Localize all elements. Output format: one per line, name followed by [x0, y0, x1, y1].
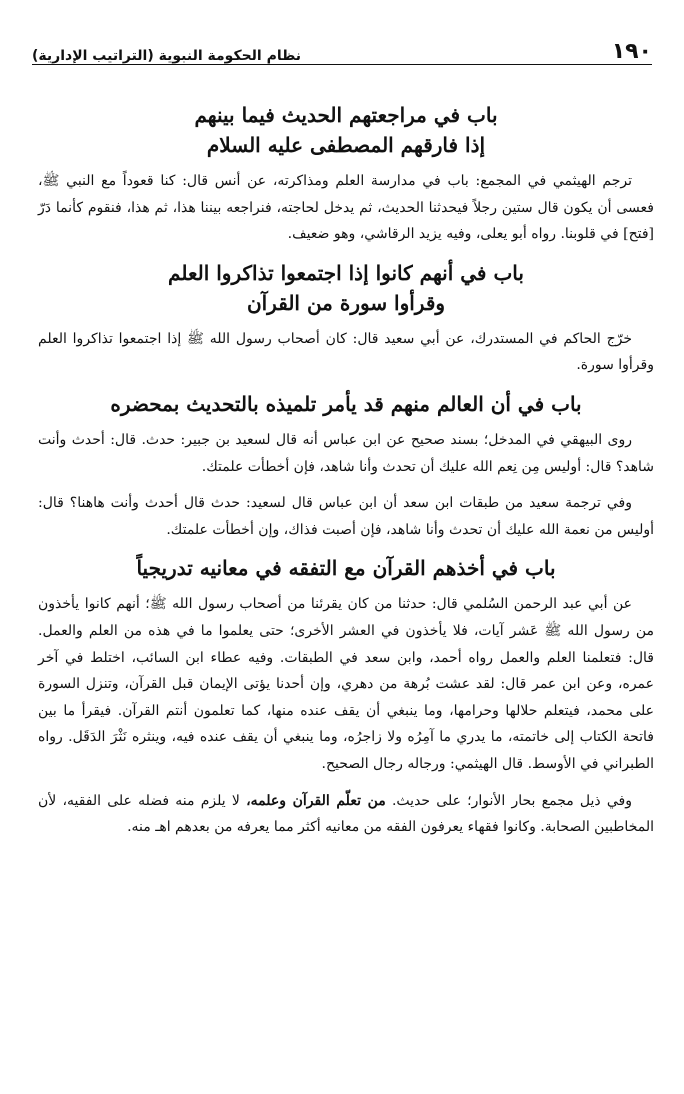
- paragraph: عن أبي عبد الرحمن السُلمي قال: حدثنا من كان يقرئنا من أصحاب رسول الله ﷺ؛ أنهم كانوا يأخذون من رسول الله ﷺ عَشر آيات، فلا يأخذون في العشر الأخرى؛ حتى يعلموا ما في هذه من العلم والعمل. قال: فتعلمنا العلم والعمل رواه أحمد، وابن سعد في الطبقات. وفيه عطاء ابن السائب، اختلط في آخر عمره، وعن ابن عمر قال: لقد عشت بُرهة من دهري، وإن أحدنا يؤتى الإيمان قبل القرآن، وتنزل السورة على محمد، فيتعلم حلالها وحرامها، وما ينبغي أن يقف عنده منها، كما تعلمون أنتم القرآن. فيقرأ ما بين فاتحة الكتاب إلى خاتمته، ما يدري ما آمِرُه ولا زاجرُه، وما ينبغي أن يقف عنده فيه، وينثره نَثْرَ الدَقَل. رواه الطبراني في الأوسط. قال الهيثمي: ورجاله رجال الصحيح.: [38, 596, 654, 772]
- chapter-heading: [38, 553, 654, 583]
- paragraph: روى البيهقي في المدخل؛ بسند صحيح عن ابن عباس أنه قال لسعيد بن جبير: حدث. قال: أحدث وأنت شاهد؟ قال: أوليس مِن نِعم الله عليك أن تحدث وأنا شاهد، فإن أخطأت علمتك.: [38, 431, 654, 475]
- heading-line: باب في مراجعتهم الحديث فيما بينهم: [194, 103, 498, 127]
- heading-line: باب في أن العالم منهم قد يأمر تلميذه بالتحديث بمحضره: [110, 391, 582, 416]
- chapter-heading: [38, 258, 654, 318]
- heading-line: إذا فارقهم المصطفى عليه السلام: [206, 133, 486, 157]
- heading-line: باب في أخذهم القرآن مع التفقه في معانيه تدريجياً: [136, 556, 556, 581]
- page-number: ١٩٠: [611, 39, 652, 64]
- closing-bold-phrase: من تعلّم القرآن وعلمه،: [246, 792, 386, 809]
- chapter-heading: [38, 389, 654, 419]
- page-content: [38, 100, 654, 851]
- paragraph: خرّج الحاكم في المستدرك، عن أبي سعيد قال: كان أصحاب رسول الله ﷺ إذا اجتمعوا تذاكروا العلم وقرأوا سورة.: [38, 330, 654, 374]
- running-header: [32, 34, 652, 65]
- chapter-heading: [38, 100, 654, 160]
- paragraph: وفي ترجمة سعيد من طبقات ابن سعد أن ابن عباس قال لسعيد: حدث قال أحدث وأنت هاهنا؟ قال: أوليس من نعمة الله عليك أن تحدث وأنا شاهد، فإن أصبت فذاك، وإن أخطأت علمتك.: [38, 495, 654, 538]
- paragraph: ترجم الهيثمي في المجمع: باب في مدارسة العلم ومذاكرته، عن أنس قال: كنا قعوداً مع النبي ﷺ، فعسى أن يكون قال ستين رجلاً فيحدثنا الحديث، ثم يدخل لحاجته، فنراجعه بيننا هذا، ثم هذا، فنقوم كأنما دَرّ [فتح] في قلوبنا. رواه أبو يعلى، وفيه يزيد الرقاشي، وهو ضعيف.: [38, 173, 654, 243]
- closing-paragraph: [38, 788, 654, 841]
- closing-text-before: وفي ذيل مجمع بحار الأنوار؛ على حديث.: [391, 792, 633, 809]
- heading-line: باب في أنهم كانوا إذا اجتمعوا تذاكروا العلم: [168, 260, 524, 285]
- running-title: نظام الحكومة النبوية (التراتيب الإدارية): [32, 48, 302, 64]
- closing-text-after: لا يلزم منه فضله على الفقيه، لأن المخاطبين الصحابة. وكانوا فقهاء يعرفون الفقه من معانيه أكثر مما يعرفه من بعدهم اهـ منه.: [38, 792, 654, 836]
- heading-line: وقرأوا سورة من القرآن: [246, 290, 446, 315]
